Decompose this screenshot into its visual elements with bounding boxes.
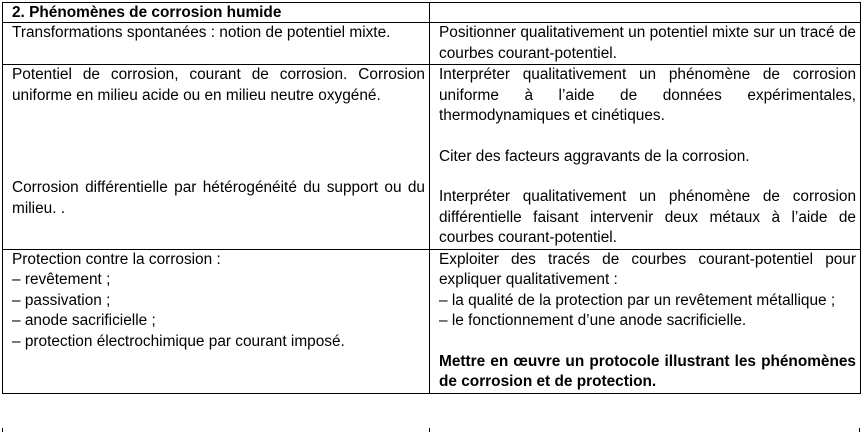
list-item: – anode sacrificielle ; (12, 312, 156, 329)
capacity-list (439, 291, 856, 332)
capacity-text: Exploiter des tracés de courbes courant-potentiel pour expliquer qualitativement : (439, 250, 856, 288)
capacity-text: Interpréter qualitativement un phénomène de corrosion différentielle faisant intervenir deux métaux à l’aide de courbes courant-potentiel. (439, 188, 856, 246)
list-item: – revêtement ; (12, 271, 111, 288)
capacity-cell: Positionner qualitativement un potentiel mixte sur un tracé de courbes courant-potentiel. (430, 23, 861, 65)
next-row-edge (2, 428, 860, 432)
table-row (3, 65, 861, 250)
capacity-text: Interpréter qualitativement un phénomène de corrosion uniforme à l’aide de données expérimentales, thermodynamiques et cinétiques. (439, 66, 856, 124)
table-row (3, 249, 861, 393)
notion-title: Protection contre la corrosion : (12, 250, 221, 268)
table-row (3, 23, 861, 65)
list-item: – passivation ; (12, 291, 111, 309)
program-table (2, 2, 861, 394)
section-title: 2. Phénomènes de corrosion humide (3, 3, 430, 23)
list-item: – le fonctionnement d’une anode sacrificielle. (439, 312, 747, 329)
capacity-cell (430, 65, 861, 250)
section-title-blank-cell (430, 3, 861, 23)
notion-cell (3, 249, 430, 393)
notion-cell: Transformations spontanées : notion de potentiel mixte. (3, 23, 430, 65)
notion-text: Potentiel de corrosion, courant de corrosion. Corrosion uniforme en milieu acide ou en milieu neutre oxygéné. (12, 66, 425, 104)
section-header-row (3, 3, 861, 23)
list-item: – la qualité de la protection par un revêtement métallique ; (439, 291, 836, 309)
notion-list (12, 270, 425, 352)
capacity-cell (430, 249, 861, 393)
capacity-text: Citer des facteurs aggravants de la corrosion. (439, 147, 750, 165)
notion-text: Corrosion différentielle par hétérogénéité du support ou du milieu. . (12, 179, 425, 217)
list-item: – protection électrochimique par courant imposé. (12, 332, 345, 350)
notion-cell (3, 65, 430, 250)
practical-objective: Mettre en œuvre un protocole illustrant les phénomènes de corrosion et de protection. (439, 352, 856, 390)
